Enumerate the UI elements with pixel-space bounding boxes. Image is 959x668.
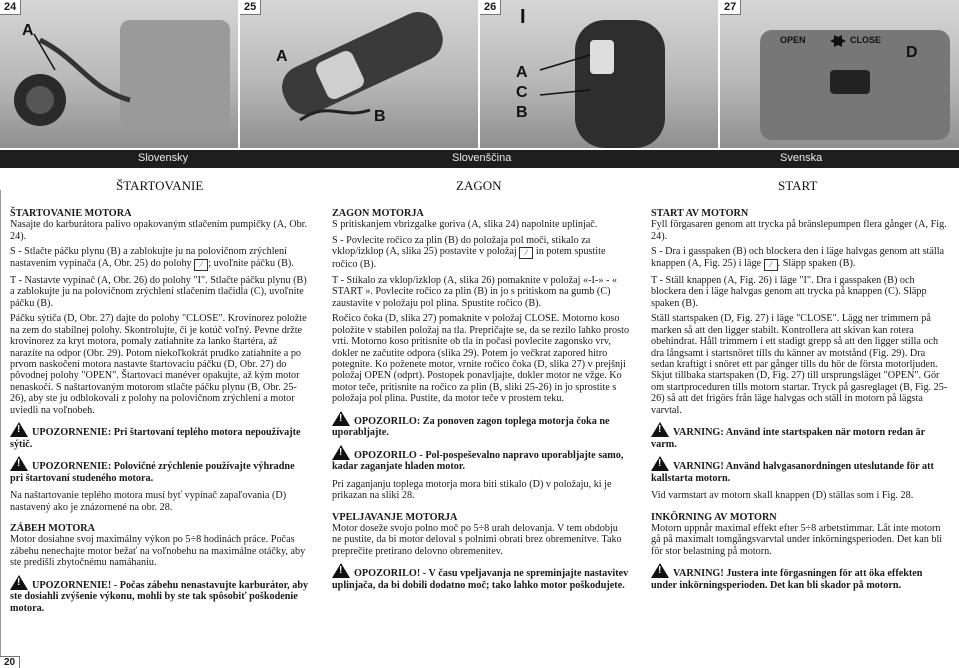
- half-throttle-icon: ⁄: [519, 247, 533, 259]
- text: S - Dra i gasspaken (B) och blockera den i läge halvgas genom att ställa knappen (A, Fig. 25) i läge: [651, 246, 945, 269]
- text: in potem spustite ročico (B).: [332, 246, 606, 271]
- heading-run-in: ZÁBEH MOTORA: [10, 522, 96, 534]
- figure-label-a: A: [516, 64, 528, 81]
- language-label-sk: Slovensky: [138, 152, 189, 164]
- warning-text: UPOZORNENIE! - Počas zábehu nenastavujte karburátor, aby ste dosiahli zvýšenie výkonu, mohli by ste tak spôsobiť poškodenie motora.: [10, 579, 309, 614]
- warning: [651, 563, 949, 591]
- figure-label-b: B: [516, 104, 528, 121]
- column-sl: [332, 208, 630, 597]
- warning-icon: [332, 445, 350, 460]
- paragraph: Motor doseže svojo polno moč po 5÷8 urah delovanja. V tem obdobju ne pustite, da bi motor deloval s polnimi obrati brez obremenitve. Tako preprečite pretirano delovno obremenitev.: [332, 522, 622, 557]
- paragraph: [332, 235, 630, 271]
- figure-label-b: B: [374, 108, 386, 125]
- paragraph: S pritiskanjem vbrizgalke goriva (A, slika 24) napolnite uplinjač.: [332, 219, 598, 231]
- text: S - Stlačte páčku plynu (B) a zablokujte ju na polovičnom zrýchlení nastavením vypínača (A, Obr. 25) do polohy: [10, 246, 287, 269]
- paragraph: Vid varmstart av motorn skall knappen (D) ställas som i Fig. 28.: [651, 490, 914, 502]
- warning-text: UPOZORNENIE: Polovičné zrýchlenie používajte výhradne pri štartovaní studeného motora.: [10, 461, 295, 484]
- figure-label-i: I: [520, 6, 526, 28]
- heading-run-in: VPELJAVANJE MOTORJA: [332, 511, 458, 523]
- warning-text: VARNING! Justera inte förgasningen för att öka effekten under inkörningsperioden. Det kan bli skador på motorn.: [651, 568, 923, 591]
- warning: [10, 422, 310, 450]
- heading-run-in: INKÖRNING AV MOTORN: [651, 511, 777, 523]
- paragraph: Motor dosiahne svoj maximálny výkon po 5÷8 hodinách práce. Počas zábehu nenechajte motor bežať na voľnobehu na maximálne otáčky, aby ste predišli zbytočnému namáhaniu.: [10, 534, 306, 569]
- figure-number: 25: [240, 0, 261, 15]
- paragraph: Páčku sýtiča (D, Obr. 27) dajte do polohy "CLOSE". Krovinorez položte na zem do stabilnej polohy. Skontrolujte, či je kotúč voľný. Pevne držte krovinorez za kryt motora, pomaly zatiahnite za lanko štartéra, až narazíte na odpor (Obr. 29). Potom niekoľkokrát prudko zatiahnite a po prvom naskočení motora nastavte štartovaciu páčku (D, Obr. 27) do pôvodnej polohy "OPEN". Štartovací manéver opakujte, až kým motor nenaskočí. S naštartovaným motorom stlačte páčku plynu (B, Obr. 25-26), aby ste ju odblokovali z polohy na polovičnom zrýchlení a motor uviedli na voľnobeh.: [10, 313, 307, 416]
- warning-text: OPOZORILO - Pol-pospeševalno napravo uporabljajte samo, kadar zaganjate hladen motor.: [332, 449, 624, 473]
- figure-label-d: D: [906, 44, 918, 61]
- paragraph: Pri zaganjanju toplega motorja mora biti stikalo (D) v položaju, ki je prikazan na sliki 28.: [332, 478, 612, 502]
- paragraph: Ročico čoka (D, slika 27) pomaknite v položaj CLOSE. Motorno koso položite v stabilen položaj na tla. Prepričajte se, da se rezilo lahko prosto vrti. Motorno koso pritisnite ob tla in počasi povlecite zagonsko vrv, dokler ne začutite odpora (slika 29). Potem jo večkrat zapored hitro potegnite. Ko poženete motor, vrnite ročico čoka (D, slika 27) v prejšnji položaj OPEN (odprt). Postopek ponavljajte, dokler motor ne vžge. Ko motor teče, pritisnite na ročico za plin (B, sliki 25-26) in jo sprostite s položaja pol plina. Pustite, da motor teče v prostem teku.: [332, 313, 630, 405]
- language-label-sl: Slovenščina: [452, 152, 512, 164]
- text: . Släpp spaken (B).: [777, 257, 856, 269]
- section-title-sl: ZAGON: [456, 178, 502, 193]
- figure-26: [480, 0, 719, 148]
- figure-25: [240, 0, 479, 148]
- paragraph: Ställ startspaken (D, Fig. 27) i läge "CLOSE". Lägg ner trimmern på marken så att den ligger stabilt. Kontrollera att skivan kan rotera obehindrat. Håll trimmern i ett stadigt grepp så att den ligger stilla och dra långsamt i startsnöret tills du känner av motstånd (Fig. 29). Dra sedan kraftigt i snöret ett par gånger tills du hör de första motorljuden. Skjut tillbaka startspaken (D, Fig. 27) till ursprungsläget "OPEN". Gör om startproceduren tills motorn startar. Tryck på gasreglaget (B, Fig. 25-26) så att det frigörs från läge halvgas och ställ in motorn på lägsta varvtal.: [651, 313, 948, 416]
- choke-illustration: [720, 0, 959, 148]
- engine-illustration: [0, 0, 238, 148]
- warning-text: VARNING! Använd halvgasanordningen uteslutande för att kallstarta motorn.: [651, 461, 934, 484]
- warning-icon: [10, 422, 28, 437]
- open-label: OPEN: [780, 35, 806, 45]
- warning-text: OPOZORILO! - V času vpeljavanja ne spreminjajte nastavitev uplinjača, da bi dobili dodatno moč; tako lahko motor poškodujete.: [332, 568, 629, 591]
- language-label-sv: Svenska: [780, 152, 823, 164]
- half-throttle-icon: ⁄: [194, 259, 208, 271]
- figure-number: 24: [0, 0, 21, 15]
- warning-icon: [651, 456, 669, 471]
- warning-icon: [332, 563, 350, 578]
- section-title-sk: ŠTARTOVANIE: [116, 178, 204, 193]
- half-throttle-icon: ⁄: [764, 259, 778, 271]
- warning: [651, 456, 949, 484]
- column-sv: [651, 208, 949, 597]
- figure-24: [0, 0, 239, 148]
- warning: [332, 411, 630, 439]
- figure-label-c: C: [516, 84, 528, 101]
- text: ; uvoľnite páčku (B).: [208, 257, 294, 269]
- heading-start: ŠTARTOVANIE MOTORA: [10, 208, 132, 219]
- warning-icon: [651, 563, 669, 578]
- heading-start: START AV MOTORN: [651, 208, 749, 219]
- warning-icon: [10, 456, 28, 471]
- warning-icon: [651, 422, 669, 437]
- warning: [332, 563, 630, 591]
- figure-label-a: A: [22, 22, 34, 39]
- paragraph: T - Stikalo za vklop/izklop (A, slika 26) pomaknite v položaj «-I-» - « START ». Povlecite ročico za plin (B) in jo s pritiskom na gumb (C) zaustavite v položaju pol plina. Spustite ročico (B).: [332, 274, 618, 309]
- heading-start: ZAGON MOTORJA: [332, 208, 424, 219]
- warning-text: OPOZORILO: Za ponoven zagon toplega motorja čoka ne uporabljajte.: [332, 415, 610, 439]
- warning-icon: [332, 411, 350, 426]
- warning: [10, 456, 310, 484]
- figure-number: 26: [480, 0, 501, 15]
- warning-text: UPOZORNENIE: Pri štartovaní teplého motora nepoužívajte sýtič.: [10, 427, 301, 450]
- paragraph: T - Ställ knappen (A, Fig. 26) i läge "I". Dra i gasspaken (B) och blockera den i läge halvgas genom att trycka på knappen (C). Släpp spaken (B).: [651, 274, 927, 309]
- section-title-sv: START: [778, 178, 818, 193]
- paragraph: T - Nastavte vypínač (A, Obr. 26) do polohy "I". Stlačte páčku plynu (B) a zablokujte ju na polovičnom zrýchlení stlačením tlačidla (C), uvoľnite páčku (B).: [10, 274, 307, 309]
- warning-icon: [10, 575, 28, 590]
- paragraph: Motorn uppnår maximal effekt efter 5÷8 arbetstimmar. Låt inte motorn gå på maximalt tomgångsvarvtal under inkörningsperioden. Det kan bli för stor belastning på motorn.: [651, 522, 943, 557]
- paragraph: [10, 246, 310, 270]
- warning: [651, 422, 949, 450]
- warning-text: VARNING: Använd inte startspaken när motorn redan är varm.: [651, 427, 925, 450]
- handle-illustration: [240, 0, 478, 148]
- figure-label-a: A: [276, 48, 288, 65]
- warning: [332, 445, 630, 473]
- page-number: 20: [0, 656, 20, 668]
- figure-number: 27: [720, 0, 741, 15]
- figure-strip: [0, 0, 959, 148]
- figure-27: [720, 0, 959, 148]
- close-label: CLOSE: [850, 35, 882, 45]
- paragraph: [651, 246, 949, 270]
- paragraph: Fyll förgasaren genom att trycka på bränslepumpen flera gånger (A, Fig. 24).: [651, 219, 947, 242]
- column-sk: [10, 208, 310, 620]
- paragraph: Nasajte do karburátora palivo opakovaným stlačením pumpičky (A, Obr. 24).: [10, 219, 308, 242]
- warning: [10, 575, 310, 614]
- paragraph: Na naštartovanie teplého motora musí byť vypínač zapaľovania (D) nastavený ako je znázornené na obr. 28.: [10, 490, 287, 513]
- page-margin-line: [0, 190, 1, 660]
- text: S - Povlecite ročico za plin (B) do položaja pol moči, stikalo za vklop/izklop (A, slika 25) postavite v položaj: [332, 234, 591, 258]
